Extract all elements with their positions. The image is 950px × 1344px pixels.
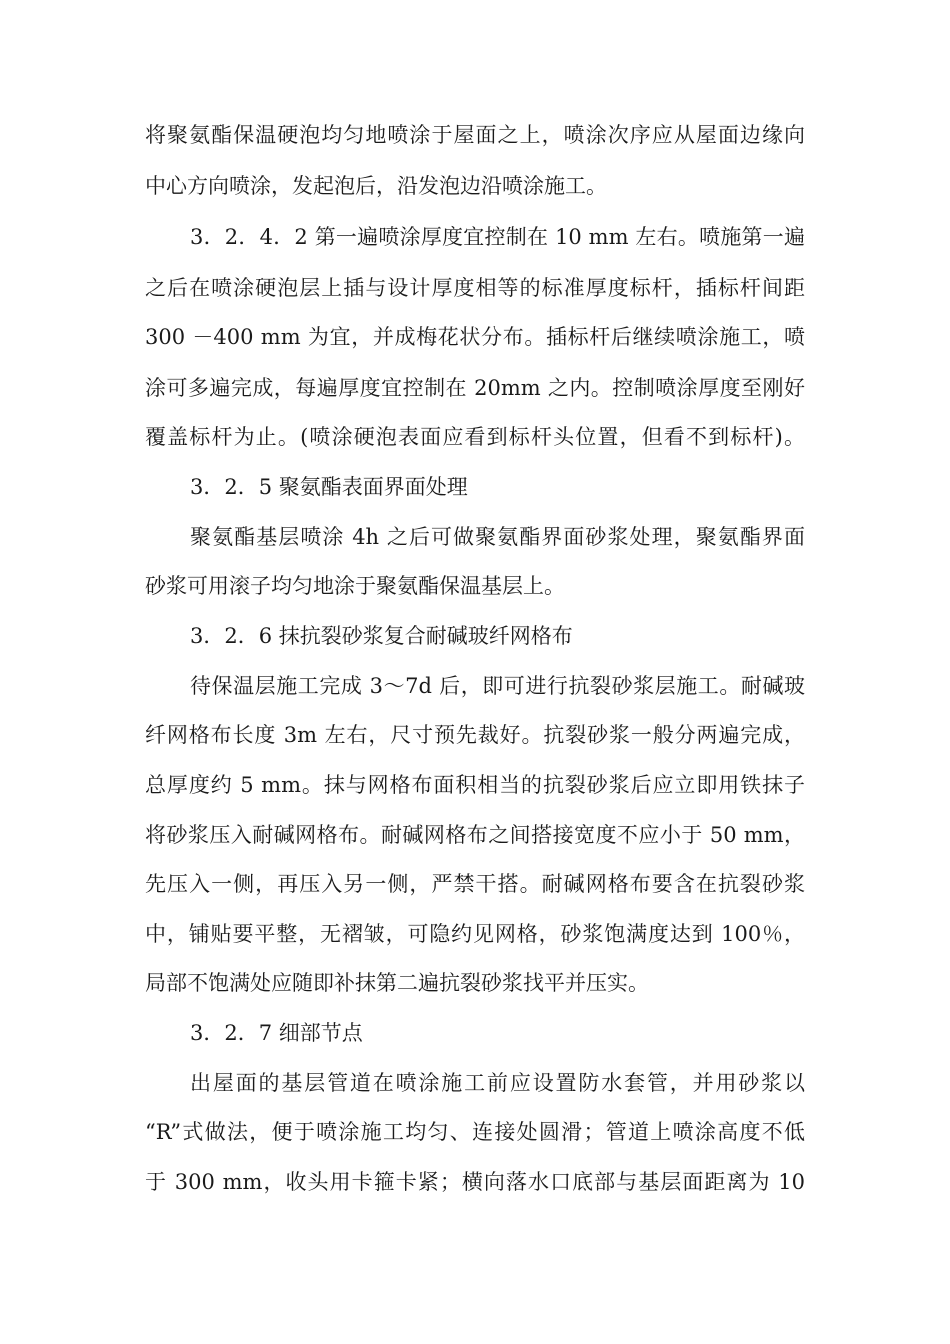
section-heading: 3．2．5 聚氨酯表面界面处理 [190,475,468,499]
text-line: 覆盖标杆为止。(喷涂硬泡表面应看到标杆头位置，但看不到标杆)。 [145,425,805,449]
text-line: 出屋面的基层管道在喷涂施工前应设置防水套管，并用砂浆以 [190,1071,805,1095]
section-heading: 3．2．6 抹抗裂砂浆复合耐碱玻纤网格布 [190,624,573,648]
section-heading: 3．2．4．2 第一遍喷涂厚度宜控制在 10 mm 左右。喷施第一遍 [190,225,805,249]
text-line: 先压入一侧，再压入另一侧，严禁干搭。耐碱网格布要含在抗裂砂浆 [145,872,805,896]
text-line: 中心方向喷涂，发起泡后，沿发泡边沿喷涂施工。 [145,174,607,198]
text-line: 300 －400 mm 为宜，并成梅花状分布。插标杆后继续喷涂施工，喷 [145,325,805,349]
text-line: 于 300 mm，收头用卡箍卡紧；横向落水口底部与基层面距离为 10 [145,1170,805,1194]
text-line: 将聚氨酯保温硬泡均匀地喷涂于屋面之上，喷涂次序应从屋面边缘向 [145,123,805,147]
text-line: 纤网格布长度 3m 左右，尺寸预先裁好。抗裂砂浆一般分两遍完成， [145,723,805,747]
text-line: 之后在喷涂硬泡层上插与设计厚度相等的标准厚度标杆，插标杆间距 [145,276,805,300]
text-line: 局部不饱满处应随即补抹第二遍抗裂砂浆找平并压实。 [145,971,649,995]
text-line: 中，铺贴要平整，无褶皱，可隐约见网格，砂浆饱满度达到 100％， [145,922,805,946]
text-line: “R”式做法，便于喷涂施工均匀、连接处圆滑；管道上喷涂高度不低 [145,1120,805,1144]
text-line: 砂浆可用滚子均匀地涂于聚氨酯保温基层上。 [145,574,565,598]
text-line: 聚氨酯基层喷涂 4h 之后可做聚氨酯界面砂浆处理，聚氨酯界面 [190,525,805,549]
text-line: 涂可多遍完成，每遍厚度宜控制在 20mm 之内。控制喷涂厚度至刚好 [145,376,805,400]
text-line: 待保温层施工完成 3～7d 后，即可进行抗裂砂浆层施工。耐碱玻 [190,674,805,698]
section-heading: 3．2．7 细部节点 [190,1021,363,1045]
text-line: 将砂浆压入耐碱网格布。耐碱网格布之间搭接宽度不应小于 50 mm， [145,823,805,847]
text-line: 总厚度约 5 mm。抹与网格布面积相当的抗裂砂浆后应立即用铁抹子 [145,773,805,797]
